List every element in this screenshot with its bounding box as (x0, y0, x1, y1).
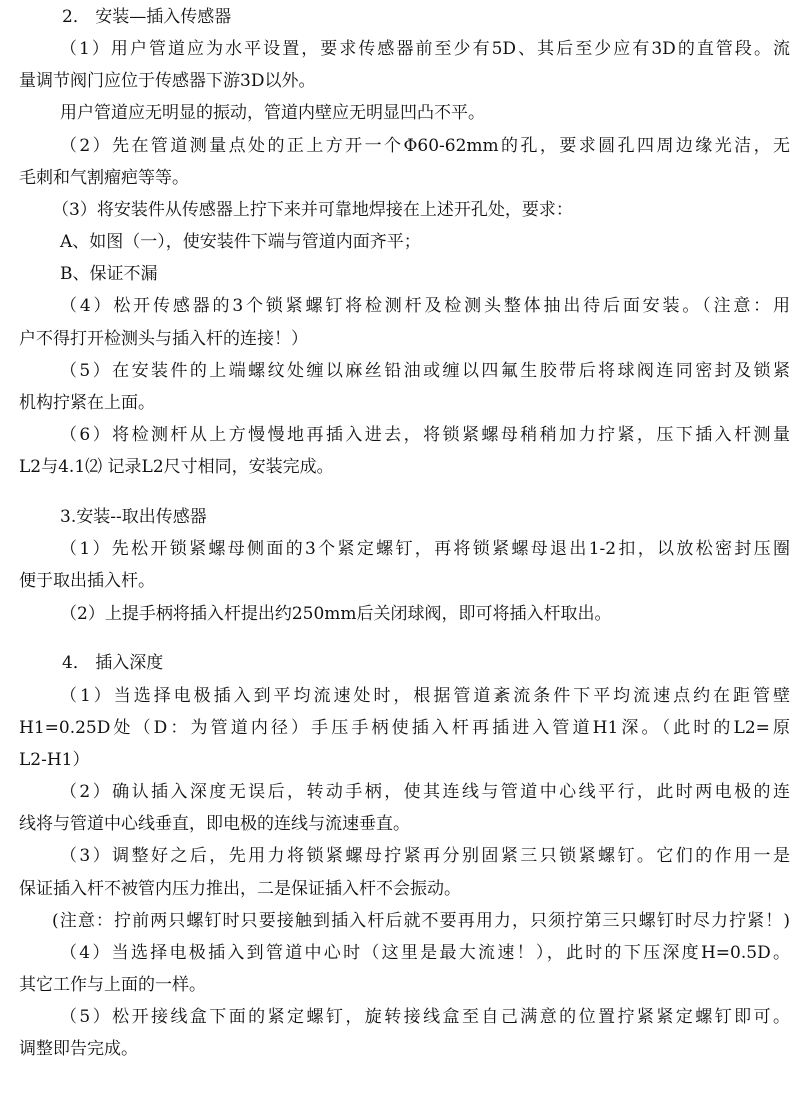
paragraph-text: （4）松开传感器的3个锁紧螺钉将检测杆及检测头整体抽出待后面安装。（注意：用 (60, 296, 790, 316)
section-4-heading: 4． 插入深度 (62, 653, 164, 673)
section-3-heading: 3.安装--取出传感器 (60, 507, 207, 527)
paragraph-text: （2）上提手柄将插入杆提出约250mm后关闭球阀，即可将插入杆取出。 (60, 604, 612, 624)
paragraph-text: 线将与管道中心线垂直，即电极的连线与流速垂直。 (19, 814, 410, 834)
paragraph-text: 机构拧紧在上面。 (19, 393, 155, 413)
paragraph-text: （3）调整好之后，先用力将锁紧螺母拧紧再分别固紧三只锁紧螺钉。它们的作用一是 (60, 846, 790, 866)
paragraph-text: 量调节阀门应位于传感器下游3D以外。 (19, 71, 316, 91)
paragraph-text: （5）松开接线盒下面的紧定螺钉，旋转接线盒至自己满意的位置拧紧紧定螺钉即可。 (60, 1007, 790, 1027)
paragraph-text: 其它工作与上面的一样。 (19, 975, 206, 995)
paragraph-text: （6）将检测杆从上方慢慢地再插入进去，将锁紧螺母稍稍加力拧紧，压下插入杆测量 (60, 425, 790, 445)
paragraph-text: （3）将安装件从传感器上拧下来并可靠地焊接在上述开孔处，要求： (52, 200, 573, 220)
paragraph-text: A、如图（一），使安装件下端与管道内面齐平； (60, 232, 421, 252)
paragraph-text: （4）当选择电极插入到管道中心时（这里是最大流速！），此时的下压深度H=0.5D。 (60, 943, 790, 963)
paragraph-text: 用户管道应无明显的振动，管道内壁应无明显凹凸不平。 (60, 103, 485, 123)
paragraph-text: 毛刺和气割瘤疤等等。 (19, 168, 189, 188)
paragraph-text: 便于取出插入杆。 (19, 571, 155, 591)
paragraph-text: 调整即告完成。 (19, 1039, 138, 1059)
paragraph-text: H1=0.25D处（D：为管道内径）手压手柄使插入杆再插进入管道H1深。（此时的L2=原 (19, 718, 790, 738)
section-2-heading: 2． 安装—插入传感器 (62, 7, 232, 27)
paragraph-text: L2-H1） (19, 750, 90, 770)
paragraph-text: 保证插入杆不被管内压力推出，二是保证插入杆不会振动。 (19, 879, 461, 899)
paragraph-text: （2）先在管道测量点处的正上方开一个Φ60-62mm的孔，要求圆孔四周边缘光洁，无 (60, 136, 790, 156)
paragraph-text: （1）用户管道应为水平设置，要求传感器前至少有5D、其后至少应有3D的直管段。流 (60, 39, 790, 59)
paragraph-text: （5）在安装件的上端螺纹处缠以麻丝铅油或缠以四氟生胶带后将球阀连同密封及锁紧 (60, 361, 790, 381)
paragraph-text: 户不得打开检测头与插入杆的连接！） (19, 329, 308, 349)
paragraph-text: （2）确认插入深度无误后，转动手柄，使其连线与管道中心线平行，此时两电极的连 (60, 782, 790, 802)
paragraph-text: （1）当选择电极插入到平均流速处时，根据管道紊流条件下平均流速点约在距管壁 (60, 686, 790, 706)
paragraph-text: B、保证不漏 (60, 264, 158, 284)
paragraph-text: L2与4.1⑵ 记录L2尺寸相同，安装完成。 (19, 457, 334, 477)
note-text: (注意：拧前两只螺钉时只要接触到插入杆后就不要再用力，只须拧第三只螺钉时尽力拧紧！) (52, 911, 790, 931)
paragraph-text: （1）先松开锁紧螺母侧面的3个紧定螺钉，再将锁紧螺母退出1-2扣，以放松密封压圈 (60, 539, 790, 559)
